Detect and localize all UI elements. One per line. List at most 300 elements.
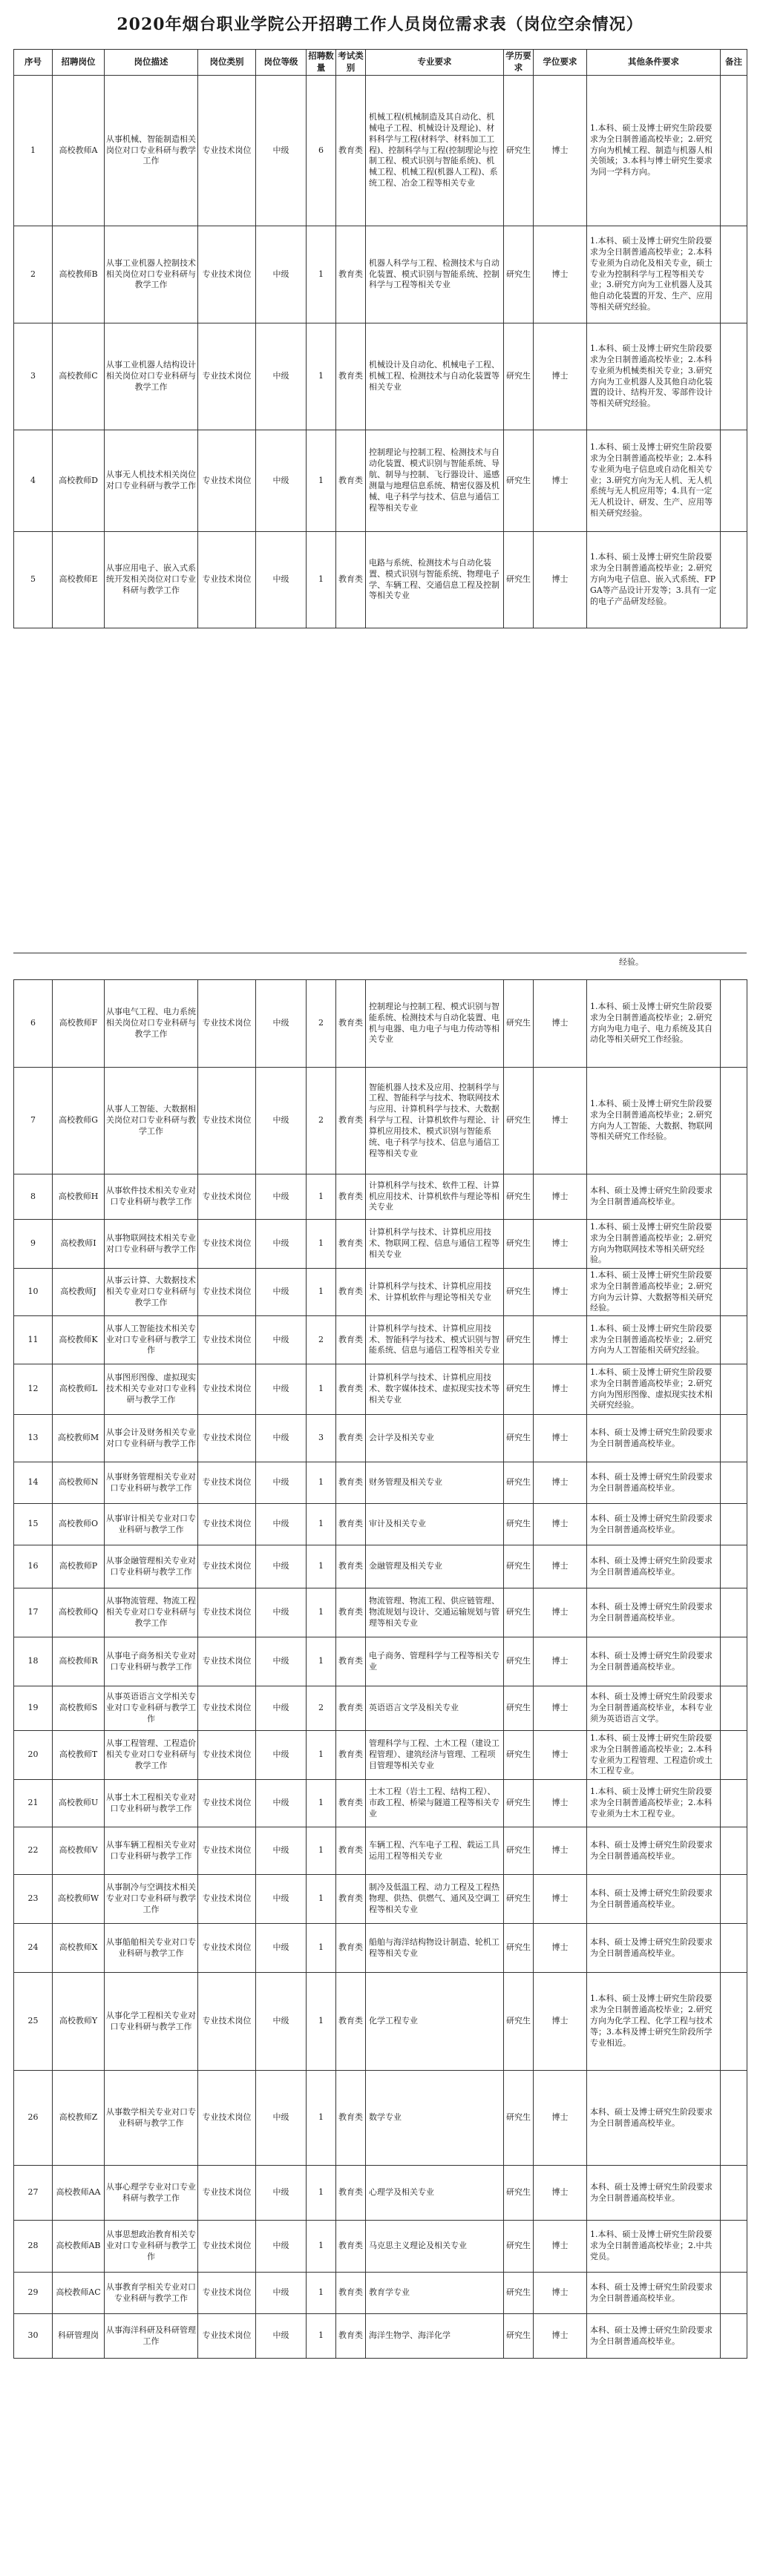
cell-other: 1.本科、硕士及博士研究生阶段要求为全日制普通高校毕业；2.本科专业须为土木工程专业。 bbox=[587, 1780, 721, 1827]
cell-desc: 从事电子商务相关专业对口专业科研与教学工作 bbox=[105, 1637, 198, 1686]
cell-degree: 博士 bbox=[534, 1924, 587, 1973]
cell-edu: 研究生 bbox=[504, 1637, 534, 1686]
header-degree: 学位要求 bbox=[534, 50, 587, 76]
cell-remark bbox=[721, 1875, 747, 1924]
cell-no: 25 bbox=[14, 1973, 53, 2071]
cell-no: 30 bbox=[14, 2314, 53, 2359]
cell-category: 专业技术岗位 bbox=[198, 1316, 256, 1364]
cell-exam: 教育类 bbox=[336, 1545, 366, 1588]
cell-major: 车辆工程、汽车电子工程、载运工具运用工程等相关专业 bbox=[366, 1827, 504, 1875]
cell-remark bbox=[721, 1462, 747, 1504]
cell-edu: 研究生 bbox=[504, 1780, 534, 1827]
cell-major: 审计及相关专业 bbox=[366, 1504, 504, 1545]
cell-degree: 博士 bbox=[534, 1545, 587, 1588]
cell-desc: 从事人工智能、大数据相关岗位对口专业科研与教学工作 bbox=[105, 1068, 198, 1174]
cell-level: 中级 bbox=[256, 1504, 307, 1545]
cell-other: 本科、硕士及博士研究生阶段要求为全日制普通高校毕业。 bbox=[587, 1545, 721, 1588]
cell-category: 专业技术岗位 bbox=[198, 1827, 256, 1875]
cell-no: 13 bbox=[14, 1415, 53, 1462]
cell-other: 本科、硕士及博士研究生阶段要求为全日制普通高校毕业。 bbox=[587, 1504, 721, 1545]
cell-category: 专业技术岗位 bbox=[198, 1068, 256, 1174]
cell-degree: 博士 bbox=[534, 1174, 587, 1220]
cell-category: 专业技术岗位 bbox=[198, 1588, 256, 1637]
cell-count: 1 bbox=[307, 1269, 336, 1316]
cell-category: 专业技术岗位 bbox=[198, 2221, 256, 2273]
cell-count: 1 bbox=[307, 2273, 336, 2314]
cell-degree: 博士 bbox=[534, 1316, 587, 1364]
cell-category: 专业技术岗位 bbox=[198, 1462, 256, 1504]
cell-remark bbox=[721, 76, 747, 226]
cell-remark bbox=[721, 1269, 747, 1316]
cell-exam: 教育类 bbox=[336, 1637, 366, 1686]
cell-major: 电子商务、管理科学与工程等相关专业 bbox=[366, 1637, 504, 1686]
cell-edu: 研究生 bbox=[504, 1924, 534, 1973]
cell-level: 中级 bbox=[256, 980, 307, 1068]
table-row bbox=[14, 1924, 747, 1973]
cell-exam: 教育类 bbox=[336, 1316, 366, 1364]
cell-category: 专业技术岗位 bbox=[198, 2314, 256, 2359]
cell-other: 1.本科、硕士及博士研究生阶段要求为全日制普通高校毕业；2.本科专业须为机械类相关专业；3.研究方向为工业机器人及其他自动化装置的设计、结构开发、零部件设计等相关研究经验。 bbox=[587, 323, 721, 430]
cell-desc: 从事思想政治教育相关专业对口专业科研与教学工作 bbox=[105, 2221, 198, 2273]
table-body-part1 bbox=[14, 76, 747, 628]
header-exam: 考试类别 bbox=[336, 50, 366, 76]
cell-edu: 研究生 bbox=[504, 1588, 534, 1637]
cell-edu: 研究生 bbox=[504, 1364, 534, 1415]
cell-major: 船舶与海洋结构物设计制造、轮机工程等相关专业 bbox=[366, 1924, 504, 1973]
header-edu: 学历要求 bbox=[504, 50, 534, 76]
cell-edu: 研究生 bbox=[504, 2166, 534, 2221]
header-no: 序号 bbox=[14, 50, 53, 76]
cell-post: 高校教师AC bbox=[53, 2273, 105, 2314]
cell-count: 1 bbox=[307, 1174, 336, 1220]
cell-other: 本科、硕士及博士研究生阶段要求为全日制普通高校毕业。 bbox=[587, 2166, 721, 2221]
cell-post: 高校教师J bbox=[53, 1269, 105, 1316]
cell-desc: 从事应用电子、嵌入式系统开发相关岗位对口专业科研与教学工作 bbox=[105, 532, 198, 628]
cell-count: 2 bbox=[307, 980, 336, 1068]
cell-level: 中级 bbox=[256, 1545, 307, 1588]
cell-exam: 教育类 bbox=[336, 76, 366, 226]
cell-category: 专业技术岗位 bbox=[198, 2273, 256, 2314]
cell-other: 1.本科、硕士及博士研究生阶段要求为全日制普通高校毕业；2.研究方向为图形图像、虚拟现实技术相关研究经验。 bbox=[587, 1364, 721, 1415]
cell-remark bbox=[721, 1924, 747, 1973]
cell-level: 中级 bbox=[256, 532, 307, 628]
cell-remark bbox=[721, 2071, 747, 2166]
cell-post: 高校教师G bbox=[53, 1068, 105, 1174]
cell-other: 1.本科、硕士及博士研究生阶段要求为全日制普通高校毕业；2.研究方向为云计算、大数据等相关研究经验。 bbox=[587, 1269, 721, 1316]
cell-no: 26 bbox=[14, 2071, 53, 2166]
cell-count: 1 bbox=[307, 1462, 336, 1504]
cell-remark bbox=[721, 1174, 747, 1220]
cell-edu: 研究生 bbox=[504, 2071, 534, 2166]
cell-no: 7 bbox=[14, 1068, 53, 1174]
cell-major: 管理科学与工程、土木工程（建设工程管理）、建筑经济与管理、工程项目管理等相关专业 bbox=[366, 1731, 504, 1780]
cell-desc: 从事物流管理、物流工程相关专业对口专业科研与教学工作 bbox=[105, 1588, 198, 1637]
cell-desc: 从事图形图像、虚拟现实技术相关专业对口专业科研与教学工作 bbox=[105, 1364, 198, 1415]
cell-level: 中级 bbox=[256, 1731, 307, 1780]
cell-count: 1 bbox=[307, 2071, 336, 2166]
table-row bbox=[14, 1780, 747, 1827]
cell-post: 高校教师R bbox=[53, 1637, 105, 1686]
cell-count: 1 bbox=[307, 1731, 336, 1780]
cell-major: 财务管理及相关专业 bbox=[366, 1462, 504, 1504]
cell-count: 3 bbox=[307, 1415, 336, 1462]
header-major: 专业要求 bbox=[366, 50, 504, 76]
cell-count: 1 bbox=[307, 1545, 336, 1588]
table-row bbox=[14, 1588, 747, 1637]
cell-category: 专业技术岗位 bbox=[198, 980, 256, 1068]
cell-no: 8 bbox=[14, 1174, 53, 1220]
cell-degree: 博士 bbox=[534, 1731, 587, 1780]
table-row bbox=[14, 1269, 747, 1316]
cell-exam: 教育类 bbox=[336, 1504, 366, 1545]
cell-edu: 研究生 bbox=[504, 1875, 534, 1924]
cell-no: 6 bbox=[14, 980, 53, 1068]
cell-remark bbox=[721, 1220, 747, 1269]
cell-level: 中级 bbox=[256, 1875, 307, 1924]
cell-no: 22 bbox=[14, 1827, 53, 1875]
cell-edu: 研究生 bbox=[504, 430, 534, 532]
cell-remark bbox=[721, 1973, 747, 2071]
cell-degree: 博士 bbox=[534, 76, 587, 226]
cell-remark bbox=[721, 1731, 747, 1780]
cell-degree: 博士 bbox=[534, 2314, 587, 2359]
cell-category: 专业技术岗位 bbox=[198, 226, 256, 323]
table-row bbox=[14, 2221, 747, 2273]
cell-edu: 研究生 bbox=[504, 76, 534, 226]
cell-post: 高校教师O bbox=[53, 1504, 105, 1545]
cell-count: 1 bbox=[307, 2314, 336, 2359]
cell-edu: 研究生 bbox=[504, 2221, 534, 2273]
cell-major: 数学专业 bbox=[366, 2071, 504, 2166]
cell-level: 中级 bbox=[256, 323, 307, 430]
cell-desc: 从事心理学专业对口专业科研与教学工作 bbox=[105, 2166, 198, 2221]
table-row bbox=[14, 980, 747, 1068]
cell-no: 19 bbox=[14, 1686, 53, 1731]
cell-count: 1 bbox=[307, 1504, 336, 1545]
cell-desc: 从事物联网技术相关专业对口专业科研与教学工作 bbox=[105, 1220, 198, 1269]
cell-no: 1 bbox=[14, 76, 53, 226]
cell-level: 中级 bbox=[256, 1220, 307, 1269]
cell-edu: 研究生 bbox=[504, 1316, 534, 1364]
cell-degree: 博士 bbox=[534, 323, 587, 430]
table-row bbox=[14, 430, 747, 532]
cell-exam: 教育类 bbox=[336, 1780, 366, 1827]
cell-post: 高校教师H bbox=[53, 1174, 105, 1220]
cell-major: 机器人科学与工程、检测技术与自动化装置、模式识别与智能系统、控制科学与工程等相关专业 bbox=[366, 226, 504, 323]
cell-desc: 从事软件技术相关专业对口专业科研与教学工作 bbox=[105, 1174, 198, 1220]
cell-level: 中级 bbox=[256, 430, 307, 532]
cell-major: 英语语言文学及相关专业 bbox=[366, 1686, 504, 1731]
cell-remark bbox=[721, 323, 747, 430]
cell-desc: 从事财务管理相关专业对口专业科研与教学工作 bbox=[105, 1462, 198, 1504]
cell-level: 中级 bbox=[256, 1827, 307, 1875]
cell-no: 12 bbox=[14, 1364, 53, 1415]
table-row bbox=[14, 1637, 747, 1686]
cell-remark bbox=[721, 1068, 747, 1174]
cell-desc: 从事人工智能技术相关专业对口专业科研与教学工作 bbox=[105, 1316, 198, 1364]
table-row bbox=[14, 1504, 747, 1545]
table-row bbox=[14, 323, 747, 430]
cell-edu: 研究生 bbox=[504, 1174, 534, 1220]
cell-other: 本科、硕士及博士研究生阶段要求为全日制普通高校毕业。 bbox=[587, 1637, 721, 1686]
cell-edu: 研究生 bbox=[504, 980, 534, 1068]
cell-remark bbox=[721, 2221, 747, 2273]
cell-category: 专业技术岗位 bbox=[198, 1364, 256, 1415]
cell-other: 本科、硕士及博士研究生阶段要求为全日制普通高校毕业。 bbox=[587, 2273, 721, 2314]
cell-other: 1.本科、硕士及博士研究生阶段要求为全日制普通高校毕业；2.研究方向为电子信息、嵌入式系统、FPGA等产品设计开发等；3.具有一定的电子产品研发经验。 bbox=[587, 532, 721, 628]
cell-level: 中级 bbox=[256, 1415, 307, 1462]
cell-category: 专业技术岗位 bbox=[198, 1973, 256, 2071]
cell-major: 机械设计及自动化、机械电子工程、机械工程、检测技术与自动化装置等相关专业 bbox=[366, 323, 504, 430]
table-row bbox=[14, 1686, 747, 1731]
cell-edu: 研究生 bbox=[504, 1686, 534, 1731]
cell-other: 1.本科、硕士及博士研究生阶段要求为全日制普通高校毕业；2.研究方向为化学工程、化学工程与技术等；3.本科及博士研究生阶段所学专业相近。 bbox=[587, 1973, 721, 2071]
cell-post: 高校教师AA bbox=[53, 2166, 105, 2221]
table-row bbox=[14, 1545, 747, 1588]
cell-other: 本科、硕士及博士研究生阶段要求为全日制普通高校毕业，本科专业须为英语语言文学。 bbox=[587, 1686, 721, 1731]
cell-remark bbox=[721, 226, 747, 323]
cell-degree: 博士 bbox=[534, 1686, 587, 1731]
cell-post: 高校教师X bbox=[53, 1924, 105, 1973]
cell-remark bbox=[721, 1780, 747, 1827]
cell-level: 中级 bbox=[256, 2071, 307, 2166]
cell-other: 本科、硕士及博士研究生阶段要求为全日制普通高校毕业。 bbox=[587, 1462, 721, 1504]
cell-major: 金融管理及相关专业 bbox=[366, 1545, 504, 1588]
cell-major: 控制理论与控制工程、模式识别与智能系统、检测技术与自动化装置、电机与电器、电力电子与电力传动等相关专业 bbox=[366, 980, 504, 1068]
cell-no: 18 bbox=[14, 1637, 53, 1686]
cell-other: 本科、硕士及博士研究生阶段要求为全日制普通高校毕业。 bbox=[587, 1827, 721, 1875]
cell-remark bbox=[721, 430, 747, 532]
cell-edu: 研究生 bbox=[504, 226, 534, 323]
cell-category: 专业技术岗位 bbox=[198, 1731, 256, 1780]
cell-count: 1 bbox=[307, 430, 336, 532]
cell-no: 17 bbox=[14, 1588, 53, 1637]
cell-exam: 教育类 bbox=[336, 532, 366, 628]
cell-level: 中级 bbox=[256, 1686, 307, 1731]
cell-category: 专业技术岗位 bbox=[198, 2166, 256, 2221]
cell-desc: 从事工程管理、工程造价相关专业对口专业科研与教学工作 bbox=[105, 1731, 198, 1780]
cell-count: 1 bbox=[307, 1588, 336, 1637]
cell-no: 11 bbox=[14, 1316, 53, 1364]
cell-edu: 研究生 bbox=[504, 1545, 534, 1588]
cell-exam: 教育类 bbox=[336, 1269, 366, 1316]
cell-exam: 教育类 bbox=[336, 430, 366, 532]
cell-degree: 博士 bbox=[534, 1415, 587, 1462]
cell-major: 教育学专业 bbox=[366, 2273, 504, 2314]
table-row bbox=[14, 226, 747, 323]
cell-major: 电路与系统、检测技术与自动化装置、模式识别与智能系统、物理电子学、车辆工程、交通信息工程及控制等相关专业 bbox=[366, 532, 504, 628]
cell-desc: 从事教育学相关专业对口专业科研与教学工作 bbox=[105, 2273, 198, 2314]
cell-exam: 教育类 bbox=[336, 1220, 366, 1269]
header-post: 招聘岗位 bbox=[53, 50, 105, 76]
cell-count: 1 bbox=[307, 532, 336, 628]
table-header-row bbox=[14, 50, 747, 76]
cell-post: 高校教师V bbox=[53, 1827, 105, 1875]
table-row bbox=[14, 2273, 747, 2314]
cell-no: 2 bbox=[14, 226, 53, 323]
cell-exam: 教育类 bbox=[336, 1731, 366, 1780]
cell-post: 高校教师N bbox=[53, 1462, 105, 1504]
cell-level: 中级 bbox=[256, 1588, 307, 1637]
cell-count: 1 bbox=[307, 2221, 336, 2273]
cell-category: 专业技术岗位 bbox=[198, 1545, 256, 1588]
cell-edu: 研究生 bbox=[504, 1269, 534, 1316]
cell-degree: 博士 bbox=[534, 1827, 587, 1875]
cell-remark bbox=[721, 1504, 747, 1545]
header-remark: 备注 bbox=[721, 50, 747, 76]
cell-degree: 博士 bbox=[534, 2166, 587, 2221]
cell-degree: 博士 bbox=[534, 1875, 587, 1924]
table-row bbox=[14, 1827, 747, 1875]
cell-other: 1.本科、硕士及博士研究生阶段要求为全日制普通高校毕业；2.研究方向为人工智能相关研究经验。 bbox=[587, 1316, 721, 1364]
cell-degree: 博士 bbox=[534, 1973, 587, 2071]
cell-major: 土木工程（岩土工程、结构工程）、市政工程、桥梁与隧道工程等相关专业 bbox=[366, 1780, 504, 1827]
cell-remark bbox=[721, 1637, 747, 1686]
cell-post: 高校教师W bbox=[53, 1875, 105, 1924]
cell-no: 24 bbox=[14, 1924, 53, 1973]
cell-other: 本科、硕士及博士研究生阶段要求为全日制普通高校毕业。 bbox=[587, 2314, 721, 2359]
table-row bbox=[14, 1875, 747, 1924]
cell-post: 高校教师Z bbox=[53, 2071, 105, 2166]
cell-post: 高校教师C bbox=[53, 323, 105, 430]
cell-degree: 博士 bbox=[534, 1780, 587, 1827]
cell-post: 高校教师F bbox=[53, 980, 105, 1068]
cell-category: 专业技术岗位 bbox=[198, 2071, 256, 2166]
cell-exam: 教育类 bbox=[336, 1875, 366, 1924]
cell-exam: 教育类 bbox=[336, 1174, 366, 1220]
cell-no: 9 bbox=[14, 1220, 53, 1269]
cell-level: 中级 bbox=[256, 1269, 307, 1316]
header-category: 岗位类别 bbox=[198, 50, 256, 76]
header-count: 招聘数量 bbox=[307, 50, 336, 76]
cell-post: 高校教师P bbox=[53, 1545, 105, 1588]
cell-major: 机械工程(机械制造及其自动化、机械电子工程、机械设计及理论)、材料科学与工程(材料学、材料加工工程)、控制科学与工程(控制理论与控制工程、模式识别与智能系统)、机械工程、机械工程(机器人工程)、系统工程、冶金工程等相关专业 bbox=[366, 76, 504, 226]
cell-major: 计算机科学与技术、计算机应用技术、智能科学与技术、模式识别与智能系统、信息与通信工程等相关专业 bbox=[366, 1316, 504, 1364]
cell-count: 1 bbox=[307, 1637, 336, 1686]
cell-remark bbox=[721, 1686, 747, 1731]
cell-post: 高校教师M bbox=[53, 1415, 105, 1462]
cell-exam: 教育类 bbox=[336, 1415, 366, 1462]
cell-level: 中级 bbox=[256, 1364, 307, 1415]
cell-exam: 教育类 bbox=[336, 1924, 366, 1973]
cell-post: 科研管理岗 bbox=[53, 2314, 105, 2359]
cell-exam: 教育类 bbox=[336, 1973, 366, 2071]
cell-post: 高校教师K bbox=[53, 1316, 105, 1364]
table-row bbox=[14, 532, 747, 628]
cell-count: 1 bbox=[307, 1780, 336, 1827]
cell-remark bbox=[721, 2314, 747, 2359]
cell-desc: 从事机械、智能制造相关岗位对口专业科研与教学工作 bbox=[105, 76, 198, 226]
cell-post: 高校教师Q bbox=[53, 1588, 105, 1637]
cell-desc: 从事土木工程相关专业对口专业科研与教学工作 bbox=[105, 1780, 198, 1827]
cell-category: 专业技术岗位 bbox=[198, 1269, 256, 1316]
cell-desc: 从事英语语言文学相关专业对口专业科研与教学工作 bbox=[105, 1686, 198, 1731]
cell-remark bbox=[721, 1588, 747, 1637]
cell-degree: 博士 bbox=[534, 1462, 587, 1504]
cell-count: 1 bbox=[307, 226, 336, 323]
cell-edu: 研究生 bbox=[504, 1220, 534, 1269]
cell-no: 14 bbox=[14, 1462, 53, 1504]
cell-desc: 从事电气工程、电力系统相关岗位对口专业科研与教学工作 bbox=[105, 980, 198, 1068]
cell-other: 1.本科、硕士及博士研究生阶段要求为全日制普通高校毕业；2.中共党员。 bbox=[587, 2221, 721, 2273]
cell-degree: 博士 bbox=[534, 2273, 587, 2314]
cell-other: 本科、硕士及博士研究生阶段要求为全日制普通高校毕业。 bbox=[587, 1174, 721, 1220]
header-desc: 岗位描述 bbox=[105, 50, 198, 76]
cell-level: 中级 bbox=[256, 2221, 307, 2273]
cell-edu: 研究生 bbox=[504, 1415, 534, 1462]
cell-major: 智能机器人技术及应用、控制科学与工程、智能科学与技术、物联网技术与应用、计算机科学与技术、大数据科学与工程、计算机软件与理论、计算机应用技术、模式识别与智能系统、电子科学与技术、信息与通信工程等相关专业 bbox=[366, 1068, 504, 1174]
cell-exam: 教育类 bbox=[336, 2071, 366, 2166]
cell-degree: 博士 bbox=[534, 1588, 587, 1637]
cell-exam: 教育类 bbox=[336, 2166, 366, 2221]
cell-no: 10 bbox=[14, 1269, 53, 1316]
cell-remark bbox=[721, 1316, 747, 1364]
cell-exam: 教育类 bbox=[336, 2314, 366, 2359]
cell-level: 中级 bbox=[256, 2314, 307, 2359]
table-row bbox=[14, 1068, 747, 1174]
cell-count: 6 bbox=[307, 76, 336, 226]
table-row bbox=[14, 1364, 747, 1415]
cell-category: 专业技术岗位 bbox=[198, 323, 256, 430]
cell-count: 1 bbox=[307, 1924, 336, 1973]
table-row bbox=[14, 2071, 747, 2166]
cell-desc: 从事制冷与空调技术相关专业对口专业科研与教学工作 bbox=[105, 1875, 198, 1924]
cell-other: 1.本科、硕士及博士研究生阶段要求为全日制普通高校毕业；2.本科专业须为工程管理、工程造价或土木工程专业。 bbox=[587, 1731, 721, 1780]
cell-count: 2 bbox=[307, 1068, 336, 1174]
cell-no: 15 bbox=[14, 1504, 53, 1545]
cell-no: 20 bbox=[14, 1731, 53, 1780]
cell-exam: 教育类 bbox=[336, 1686, 366, 1731]
cell-count: 2 bbox=[307, 1316, 336, 1364]
cell-edu: 研究生 bbox=[504, 2314, 534, 2359]
cell-no: 29 bbox=[14, 2273, 53, 2314]
cell-category: 专业技术岗位 bbox=[198, 1174, 256, 1220]
cell-post: 高校教师D bbox=[53, 430, 105, 532]
cell-level: 中级 bbox=[256, 2273, 307, 2314]
cell-no: 23 bbox=[14, 1875, 53, 1924]
cell-count: 1 bbox=[307, 323, 336, 430]
cell-no: 3 bbox=[14, 323, 53, 430]
table-row bbox=[14, 2314, 747, 2359]
cell-no: 27 bbox=[14, 2166, 53, 2221]
cell-exam: 教育类 bbox=[336, 226, 366, 323]
cell-remark bbox=[721, 2166, 747, 2221]
cell-edu: 研究生 bbox=[504, 1504, 534, 1545]
cell-no: 21 bbox=[14, 1780, 53, 1827]
cell-other: 本科、硕士及博士研究生阶段要求为全日制普通高校毕业。 bbox=[587, 1415, 721, 1462]
cell-major: 计算机科学与技术、计算机应用技术、数字媒体技术、虚拟现实技术等相关专业 bbox=[366, 1364, 504, 1415]
cell-other: 1.本科、硕士及博士研究生阶段要求为全日制普通高校毕业；2.研究方向为人工智能、大数据、物联网等相关研究工作经验。 bbox=[587, 1068, 721, 1174]
table-row bbox=[14, 1973, 747, 2071]
cell-count: 1 bbox=[307, 1220, 336, 1269]
table-row bbox=[14, 1462, 747, 1504]
cell-level: 中级 bbox=[256, 2166, 307, 2221]
cell-desc: 从事会计及财务相关专业对口专业科研与教学工作 bbox=[105, 1415, 198, 1462]
cell-other: 本科、硕士及博士研究生阶段要求为全日制普通高校毕业。 bbox=[587, 1924, 721, 1973]
cell-category: 专业技术岗位 bbox=[198, 1924, 256, 1973]
cell-major: 计算机科学与技术、计算机应用技术、计算机软件与理论等相关专业 bbox=[366, 1269, 504, 1316]
cell-desc: 从事船舶相关专业对口专业科研与教学工作 bbox=[105, 1924, 198, 1973]
table-row bbox=[14, 2166, 747, 2221]
cell-degree: 博士 bbox=[534, 1220, 587, 1269]
cell-category: 专业技术岗位 bbox=[198, 1220, 256, 1269]
cell-level: 中级 bbox=[256, 1462, 307, 1504]
cell-post: 高校教师T bbox=[53, 1731, 105, 1780]
cell-category: 专业技术岗位 bbox=[198, 76, 256, 226]
cell-category: 专业技术岗位 bbox=[198, 1504, 256, 1545]
cell-post: 高校教师Y bbox=[53, 1973, 105, 2071]
cell-degree: 博士 bbox=[534, 532, 587, 628]
